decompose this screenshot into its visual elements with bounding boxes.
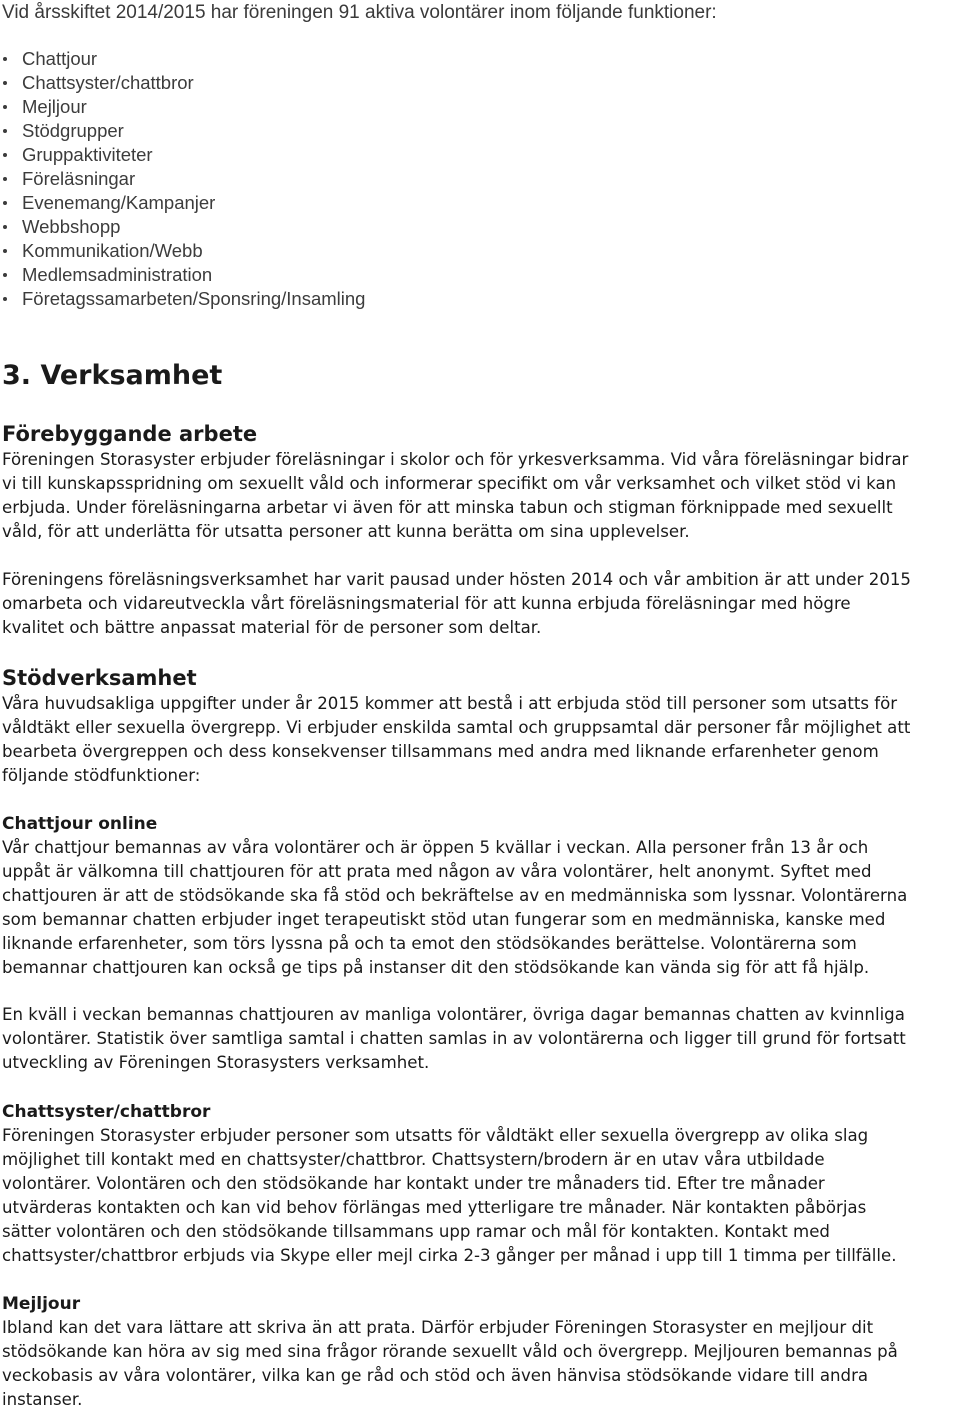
section-title: 3. Verksamhet: [2, 360, 223, 391]
intro-text: Vid årsskiftet 2014/2015 har föreningen 91 aktiva volontärer inom följande funktioner:: [2, 2, 717, 23]
bullet-icon: [3, 57, 7, 61]
bullet-icon: [3, 129, 7, 133]
stodverksamhet-paragraph: Våra huvudsakliga uppgifter under år 2015 kommer att bestå i att erbjuda stöd till personer som utsatts för våldtäkt eller sexuella övergrepp. Vi erbjuder enskilda samtal och gruppsamtal där personer får möjlighet att bearbeta övergreppen och dess konsekvenser tillsammans med andra med liknande erfarenheter genom följande stödfunktioner:: [2, 694, 911, 785]
chattjour-paragraph-2: En kväll i veckan bemannas chattjouren av manliga volontärer, övriga dagar bemannas chatten av kvinnliga volontärer. Statistik över samtliga samtal i chatten samlas in av volontärerna och ligger till grund för fortsatt utveckling av Föreningen Storasysters verksamhet.: [2, 1005, 906, 1072]
list-item: Stödgrupper: [3, 119, 365, 143]
bullet-icon: [3, 105, 7, 109]
forebyggande-heading: Förebyggande arbete: [2, 422, 258, 446]
chattsyster-heading: Chattsyster/chattbror: [2, 1102, 211, 1122]
bullet-icon: [3, 249, 7, 253]
chattjour-heading: Chattjour online: [2, 814, 158, 834]
list-item: Gruppaktiviteter: [3, 143, 365, 167]
stodverksamhet-heading: Stödverksamhet: [2, 666, 197, 690]
forebyggande-paragraph-1: Föreningen Storasyster erbjuder föreläsningar i skolor och för yrkesverksamma. Vid våra föreläsningar bidrar vi till kunskapsspridning om sexuellt våld och informerar specifikt om vår verksamhet och vilket stöd vi kan erbjuda. Under föreläsningarna arbetar vi även för att minska tabun och stigman förknippade med sexuellt våld, för att underlätta för utsatta personer att kunna berätta om sina upplevelser.: [2, 450, 909, 541]
bullet-icon: [3, 225, 7, 229]
mejljour-paragraph: Ibland kan det vara lättare att skriva än att prata. Därför erbjuder Föreningen Storasyster en mejljour dit stödsökande kan höra av sig med sina frågor rörande sexuellt våld och övergrepp. Mejljouren bemannas på veckobasis av våra volontärer, vilka kan ge råd och stöd och även hänvisa stödsökande vidare till andra instanser.: [2, 1318, 898, 1409]
list-item: Mejljour: [3, 95, 365, 119]
chattsyster-paragraph: Föreningen Storasyster erbjuder personer som utsatts för våldtäkt eller sexuella övergrepp av olika slag möjlighet till kontakt med en chattsyster/chattbror. Chattsystern/brodern är en utav våra utbildade volontärer. Volontären och den stödsökande har kontakt under tre månaders tid. Efter tre månader utvärderas kontakten och kan vid behov förlängas med ytterligare tre månader. När kontakten påbörjas sätter volontären och den stödsökande tillsammans upp ramar och mål för kontakten. Kontakt med chattsyster/chattbror erbjuds via Skype eller mejl cirka 2-3 gånger per månad i upp till 1 timma per tillfälle.: [2, 1126, 897, 1265]
list-item: Kommunikation/Webb: [3, 239, 365, 263]
bullet-icon: [3, 81, 7, 85]
function-list: [3, 47, 365, 311]
list-item: Företagssamarbeten/Sponsring/Insamling: [3, 287, 365, 311]
forebyggande-paragraph-2: Föreningens föreläsningsverksamhet har varit pausad under hösten 2014 och vår ambition är att under 2015 omarbeta och vidareutveckla vårt föreläsningsmaterial för att kunna erbjuda föreläsningar med högre kvalitet och bättre anpassat material för de personer som deltar.: [2, 570, 911, 637]
list-item: Chattsyster/chattbror: [3, 71, 365, 95]
chattjour-paragraph-1: Vår chattjour bemannas av våra volontärer och är öppen 5 kvällar i veckan. Alla personer från 13 år och uppåt är välkomna till chattjouren för att prata med någon av våra volontärer, helt anonymt. Syftet med chattjouren är att de stödsökande ska få stöd och bekräftelse av en medmänniska som lyssnar. Volontärerna som bemannar chatten erbjuder inget terapeutiskt stöd utan fungerar som en medmänniska, kanske med liknande erfarenheter, som törs lyssna på och ta emot den stödsökandes berättelse. Volontärerna som bemannar chattjouren kan också ge tips på instanser dit den stödsökande kan vända sig för att få hjälp.: [2, 838, 908, 977]
list-item: Chattjour: [3, 47, 365, 71]
list-item: Evenemang/Kampanjer: [3, 191, 365, 215]
list-item: Webbshopp: [3, 215, 365, 239]
bullet-icon: [3, 177, 7, 181]
mejljour-heading: Mejljour: [2, 1294, 81, 1314]
bullet-icon: [3, 273, 7, 277]
bullet-icon: [3, 153, 7, 157]
bullet-icon: [3, 201, 7, 205]
list-item: Medlemsadministration: [3, 263, 365, 287]
bullet-icon: [3, 297, 7, 301]
list-item: Föreläsningar: [3, 167, 365, 191]
